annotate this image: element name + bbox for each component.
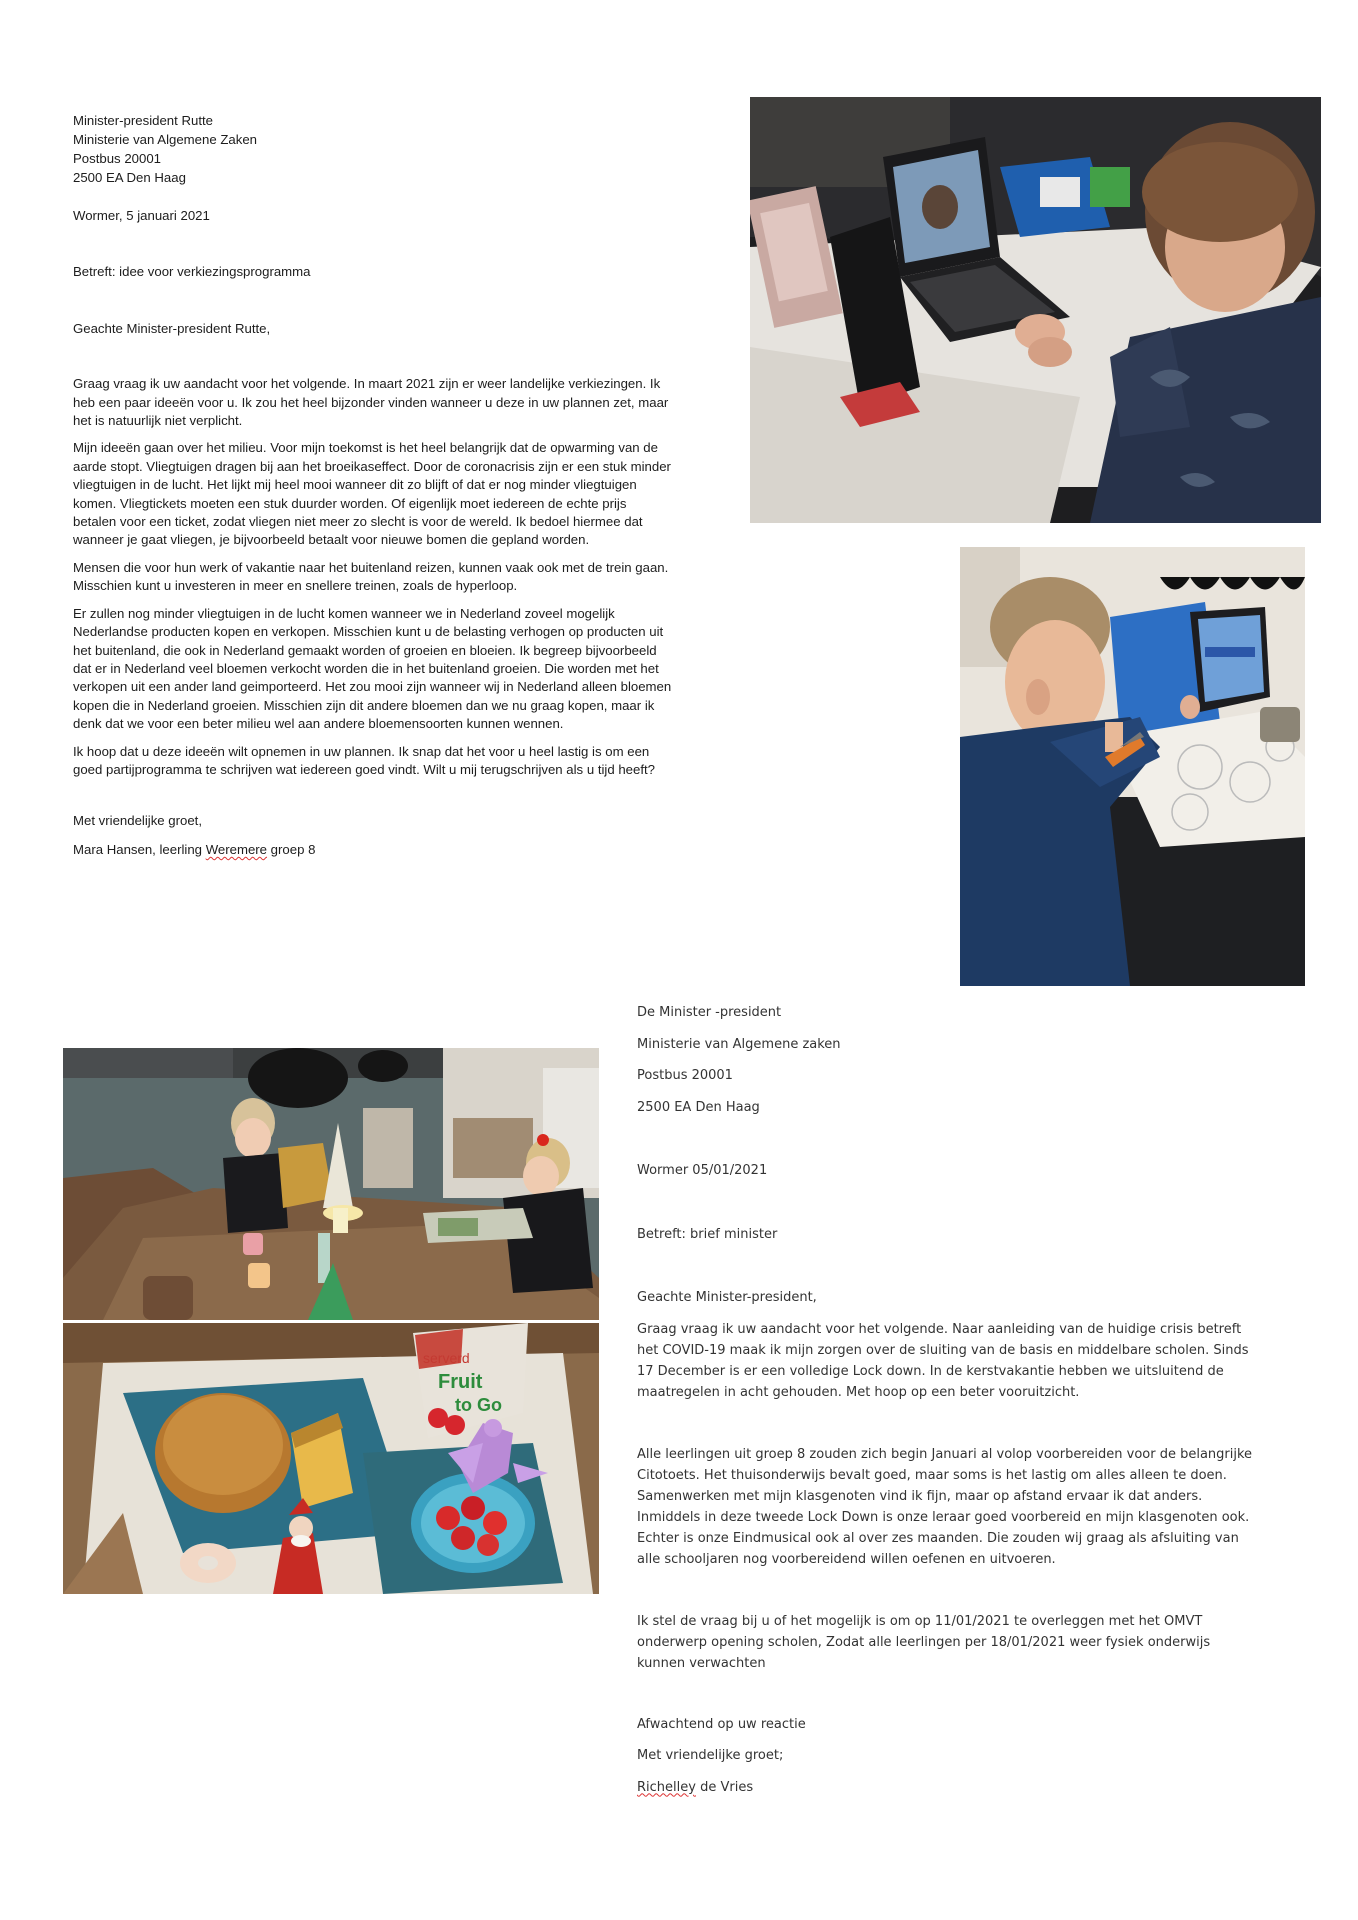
letter-closing: Met vriendelijke groet, bbox=[73, 813, 203, 829]
photo-boy-scissors-image bbox=[960, 547, 1305, 986]
address-line: Ministerie van Algemene Zaken bbox=[73, 132, 257, 147]
photo-boy-laptop bbox=[750, 97, 1321, 523]
address-line: Minister-president Rutte bbox=[73, 113, 213, 128]
letter-paragraph: Ik stel de vraag bij u of het mogelijk is om op 11/01/2021 te overleggen met het OMVT onderwerp opening scholen, Zodat alle leerlingen per 18/01/2021 weer fysiek onderwijs kunnen verwachten bbox=[637, 1613, 1211, 1671]
address-line: De Minister -president bbox=[637, 1005, 782, 1020]
letter-paragraph: Mensen die voor hun werk of vakantie naar het buitenland reizen, kunnen vaak ook met de trein gaan. Misschien kunt u investeren in meer en snellere treinen, zoals de hyperloop. bbox=[73, 559, 669, 594]
address-line: 2500 EA Den Haag bbox=[637, 1099, 760, 1115]
letter-date: Wormer 05/01/2021 bbox=[637, 1163, 768, 1178]
letter-signature bbox=[637, 1777, 1257, 1809]
photo-girls-table-image bbox=[63, 1048, 599, 1320]
fruit-pouch-label: Fruit bbox=[438, 1371, 483, 1393]
photo-food-box-image bbox=[63, 1323, 599, 1594]
letter-date: Wormer, 5 januari 2021 bbox=[73, 208, 210, 223]
signature-last-name: de Vries bbox=[695, 1779, 754, 1795]
letter-salutation: Geachte Minister-president Rutte, bbox=[73, 320, 271, 336]
signature-first-name: Richelley bbox=[637, 1779, 696, 1795]
letter-closing: Met vriendelijke groet; bbox=[637, 1748, 784, 1763]
school-name: Weremere bbox=[205, 841, 268, 857]
recipient-address bbox=[73, 112, 673, 188]
letter-richelley-de-vries bbox=[637, 1002, 1257, 1808]
photo-boy-scissors bbox=[960, 547, 1305, 986]
letter-paragraph: Graag vraag ik uw aandacht voor het volgende. Naar aanleiding van de huidige crisis betreft het COVID-19 maak ik mijn zorgen over de sluiting van de basis en middelbare scholen. Sinds 17 December is er een volledige Lock down. In de kerstvakantie hebben we uitsluitend de maatregelen in acht gehouden. Met hoop op een beter vooruitzicht. bbox=[637, 1321, 1249, 1400]
letter-paragraph: Ik hoop dat u deze ideeën wilt opnemen in uw plannen. Ik snap dat het voor u heel lastig is om een goed partijprogramma te schrijven wat iedereen goed vindt. Wilt u mij terugschrijven als u tijd heeft? bbox=[73, 743, 656, 777]
letter-subject: Betreft: brief minister bbox=[637, 1226, 778, 1242]
letter-paragraph: Er zullen nog minder vliegtuigen in de lucht komen wanneer we in Nederland zoveel mogelijk Nederlandse producten kopen en verkopen. Misschien kunt u de belasting verhogen op producten uit het buitenland, die ook in Nederland gemaakt worden of groeien en bloeien. Ik begreep bijvoorbeeld dat er in Nederland veel bloemen verkocht worden die in het buitenland groeien. Die worden met het verkopen uit een ander land geimporteerd. Het zou mooi zijn wanneer wij in Nederland alleen bloemen kopen die in Nederland groeien. Misschien zijn dit andere bloemen dan we nu graag kopen, maar ik denk dat we voor een beter milieu wel aan andere bloemensoorten kunnen wennen. bbox=[73, 605, 672, 732]
photo-boy-laptop-image bbox=[750, 97, 1321, 523]
signature-group: groep 8 bbox=[267, 841, 316, 857]
letter-closing: Afwachtend op uw reactie bbox=[637, 1716, 806, 1732]
address-line: Postbus 20001 bbox=[73, 151, 161, 166]
letter-salutation: Geachte Minister-president, bbox=[637, 1290, 817, 1305]
fruit-pouch-label-2: to Go bbox=[455, 1395, 502, 1415]
letter-paragraph: Mijn ideeën gaan over het milieu. Voor mijn toekomst is het heel belangrijk dat de opwarming van de aarde stopt. Vliegtuigen dragen bij aan het broeikaseffect. Door de coronacrisis zijn er een stuk minder vliegtuigen in de lucht. Het lijkt mij heel mooi wanneer dit zo blijft of dat er nog minder vliegtuigen komen. Vliegtickets moeten een stuk duurder worden. Of eigenlijk moet iedereen de echte prijs betalen voor een ticket, zodat vliegen niet meer zo slecht is voor de wereld. Ik bedoel hiermee dat wanneer je gaat vliegen, je bijvoorbeeld betaalt voor nieuwe bomen die gepland worden. bbox=[73, 440, 671, 548]
letter-subject: Betreft: idee voor verkiezingsprogramma bbox=[73, 264, 311, 280]
photo-girls-table bbox=[63, 1048, 599, 1320]
address-line: Postbus 20001 bbox=[637, 1068, 733, 1083]
photo-food-box bbox=[63, 1323, 599, 1594]
address-line: 2500 EA Den Haag bbox=[73, 170, 186, 185]
letter-paragraph: Graag vraag ik uw aandacht voor het volgende. In maart 2021 zijn er weer landelijke verkiezingen. Ik heb een paar ideeën voor u. Ik zou het heel bijzonder vinden wanneer u deze in uw plannen zet, maar het is natuurlijk niet verplicht. bbox=[73, 376, 669, 429]
address-line: Ministerie van Algemene zaken bbox=[637, 1036, 841, 1052]
letter-signature bbox=[73, 841, 673, 859]
letter-mara-hansen bbox=[73, 112, 673, 859]
letter-paragraph: Alle leerlingen uit groep 8 zouden zich begin Januari al volop voorbereiden voor de belangrijke Citotoets. Het thuisonderwijs bevalt goed, maar soms is het lastig om alles alleen te doen. Samenwerken met mijn klasgenoten vind ik fijn, maar op afstand ervaar ik dat anders. Inmiddels in deze tweede Lock Down is onze leraar goed voorbereid en mijn klasgenoten ook. Echter is onze Eindmusical ook al over zes maanden. Die zouden wij graag als afsluiting van alle schooljaren nog voorbereidend willen oefenen en uitvoeren. bbox=[637, 1446, 1253, 1567]
fruit-pouch-brand: serverd bbox=[423, 1350, 470, 1366]
signature-name: Mara Hansen, leerling bbox=[73, 841, 206, 857]
